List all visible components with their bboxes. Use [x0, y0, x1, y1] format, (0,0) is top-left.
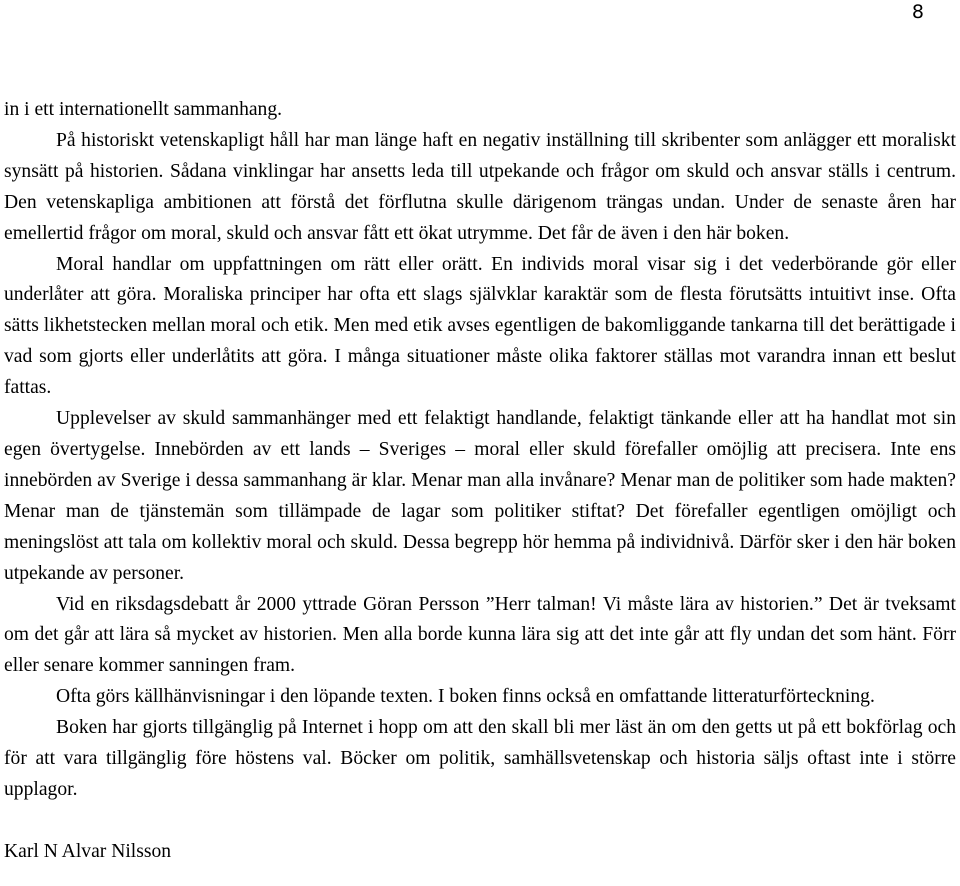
paragraph-riksdagsdebatt: Vid en riksdagsdebatt år 2000 yttrade Göran Persson ”Herr talman! Vi måste lära av historien.” Det är tveksamt om det går att lära så mycket av historien. Men alla borde kunna lära sig att det inte går att fly undan det som hänt. Förr eller senare kommer sanningen fram.: [4, 593, 956, 677]
paragraph-historiskt: På historiskt vetenskapligt håll har man länge haft en negativ inställning till skribenter som anlägger ett moraliskt synsätt på historien. Sådana vinklingar har ansetts leda till utpekande och frågor om skuld och ansvar ställs i centrum. Den vetenskapliga ambitionen att förstå det förflutna skulle därigenom trängas undan. Under de senaste åren har emellertid frågor om moral, skuld och ansvar fått ett ökat utrymme. Det får de även i den här boken.: [4, 129, 956, 244]
paragraph-continuation: in i ett internationellt sammanhang.: [4, 99, 283, 120]
paragraph-internet: Boken har gjorts tillgänglig på Internet i hopp om att den skall bli mer läst än om den getts ut på ett bokförlag och för att vara tillgänglig före höstens val. Böcker om politik, samhällsvetenskap och historia säljs oftast inte i större upplagor.: [4, 717, 956, 800]
document-body: [4, 95, 956, 868]
paragraph-kallhanvisningar: Ofta görs källhänvisningar i den löpande texten. I boken finns också en omfattande litteraturförteckning.: [56, 686, 875, 708]
paragraph-skuld: Upplevelser av skuld sammanhänger med ett felaktigt handlande, felaktigt tänkande eller att ha handlat mot sin egen övertygelse. Innebörden av ett lands – Sveriges – moral eller skuld förefaller omöjlig att precisera. Inte ens innebörden av Sverige i dessa sammanhang är klar. Menar man alla invånare? Menar man de politiker som hade makten? Menar man de tjänstemän som tillämpade de lagar som politiker stiftat? Det förefaller egentligen omöjligt och meningslöst att tala om kollektiv moral och skuld. Dessa begrepp hör hemma på individnivå. Därför sker i den här boken utpekande av personer.: [4, 408, 956, 584]
paragraph-moral: Moral handlar om uppfattningen om rätt eller orätt. En individs moral visar sig i det vederbörande gör eller underlåter att göra. Moraliska principer har ofta ett slags självklar karaktär som de flesta förutsätts intuitivt inse. Ofta sätts likhetstecken mellan moral och etik. Men med etik avses egentligen de bakomliggande tankarna till det berättigade i vad som gjorts eller underlåtits att göra. I många situationer måste olika faktorer ställas mot varandra innan ett beslut fattas.: [4, 253, 956, 399]
author-signature: Karl N Alvar Nilsson: [4, 840, 172, 862]
page-number: 8: [911, 1, 924, 23]
